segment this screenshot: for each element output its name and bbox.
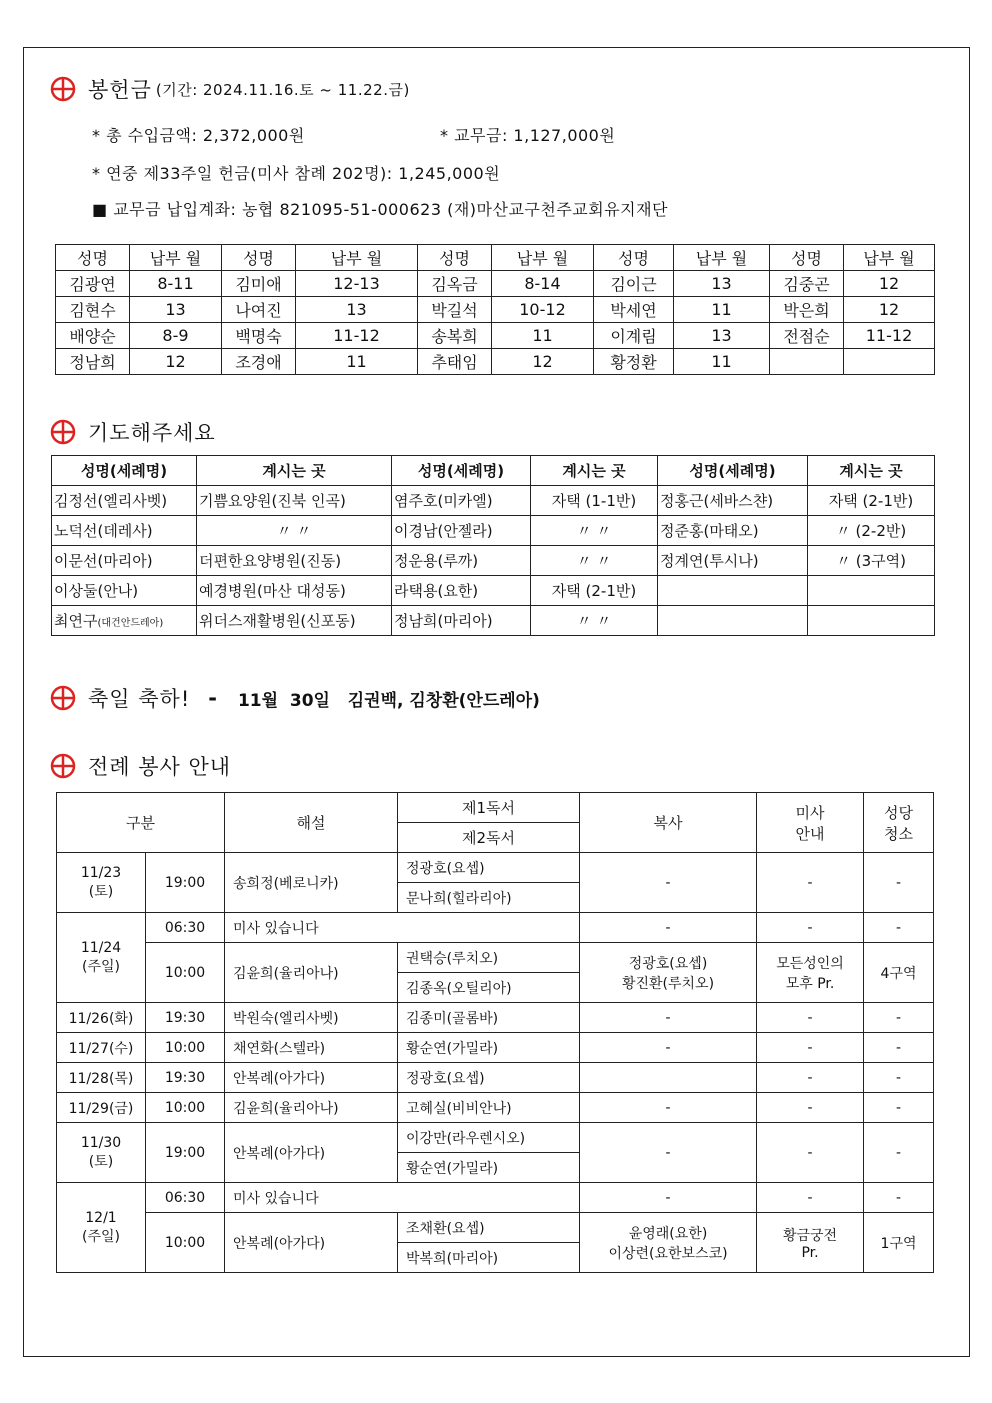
server-cell: -: [580, 1003, 757, 1033]
commentary-cell: 안복례(아가다): [225, 1213, 398, 1273]
header-cell: 성명: [594, 245, 674, 271]
table-cell: 〃 〃: [197, 516, 392, 546]
clean-cell: -: [864, 913, 934, 943]
prayer-name-baptismal: (대건안드레아): [97, 618, 164, 629]
commentary-cell: 김윤희(율리아나): [225, 1093, 398, 1123]
header-cell: 계시는 곳: [531, 456, 658, 486]
header-reader1: 제1독서: [398, 793, 580, 823]
table-cell: 이경남(안젤라): [392, 516, 531, 546]
clean-cell: 1구역: [864, 1213, 934, 1273]
table-cell: 정준홍(마태오): [658, 516, 808, 546]
table-row: [57, 943, 934, 973]
reader-cell: 고혜실(비비안나): [398, 1093, 580, 1123]
guide-cell: -: [757, 1033, 864, 1063]
server-cell: [580, 1213, 757, 1273]
date-cell: 11/27(수): [57, 1033, 146, 1063]
table-cell: 이상둘(안나): [52, 576, 197, 606]
table-row: [56, 323, 935, 349]
table-row: [57, 1183, 934, 1213]
header-mass-guide: [757, 793, 864, 853]
guide-cell: -: [757, 853, 864, 913]
table-cell: [658, 606, 808, 636]
time-cell: 19:30: [146, 1003, 225, 1033]
commentary-cell: 채연화(스텔라): [225, 1033, 398, 1063]
guide-line2: Pr.: [801, 1244, 819, 1261]
guide-cell: -: [757, 1003, 864, 1033]
server-cell: -: [580, 1093, 757, 1123]
table-cell: 8-9: [130, 323, 222, 349]
table-row: [56, 349, 935, 375]
table-cell: 13: [674, 323, 770, 349]
table-cell: 황정환: [594, 349, 674, 375]
date-label: 12/1: [85, 1209, 117, 1226]
table-cell: 예경병원(마산 대성동): [197, 576, 392, 606]
table-cell: 김이근: [594, 271, 674, 297]
prayer-section-header: [50, 417, 216, 447]
table-row: [52, 516, 935, 546]
time-cell: 19:30: [146, 1063, 225, 1093]
table-cell: 조경애: [222, 349, 296, 375]
time-cell: 10:00: [146, 1033, 225, 1063]
header-division: 구분: [57, 793, 225, 853]
prayer-name-main: 최연구: [54, 612, 98, 630]
table-cell: 정남희: [56, 349, 130, 375]
server-cell: -: [580, 853, 757, 913]
table-cell: 11: [674, 349, 770, 375]
header-cell: 계시는 곳: [197, 456, 392, 486]
feast-dash: -: [208, 686, 218, 710]
table-row: [52, 576, 935, 606]
date-label: 11/30: [80, 1134, 122, 1151]
table-cell: [808, 576, 935, 606]
reader1-cell: 정광호(요셉): [398, 853, 580, 883]
reader-cell: 황순연(가밀라): [398, 1033, 580, 1063]
header-cell: 성명(세례명): [392, 456, 531, 486]
server-cell: -: [580, 913, 757, 943]
clean-cell: -: [864, 1093, 934, 1123]
header-cell: 성명: [418, 245, 492, 271]
table-cell: [52, 606, 197, 636]
table-cell: [770, 349, 844, 375]
server-cell: [580, 943, 757, 1003]
table-cell: 자택 (2-1반): [531, 576, 658, 606]
table-row: [52, 486, 935, 516]
guide-line1: 모든성인의: [776, 955, 844, 972]
table-cell: [808, 606, 935, 636]
table-row: [56, 271, 935, 297]
table-cell: 12: [844, 297, 935, 323]
clean-cell: 4구역: [864, 943, 934, 1003]
table-cell: 기쁨요양원(진북 인곡): [197, 486, 392, 516]
reader-cell: 김종미(골롬바): [398, 1003, 580, 1033]
cross-circle-icon: [50, 76, 76, 102]
table-cell: 11: [296, 349, 418, 375]
day-label: (주일): [82, 958, 120, 975]
date-cell: 11/26(화): [57, 1003, 146, 1033]
feast-section-header: [50, 683, 540, 713]
diocese-fee: * 교무금: 1,127,000원: [440, 126, 616, 145]
table-cell: 〃 〃: [531, 516, 658, 546]
header-server: 복사: [580, 793, 757, 853]
reader-cell: 정광호(요셉): [398, 1063, 580, 1093]
table-cell: 김정선(엘리사벳): [52, 486, 197, 516]
table-cell: 김중곤: [770, 271, 844, 297]
table-cell: 정남희(마리아): [392, 606, 531, 636]
header-cell: 성명(세례명): [658, 456, 808, 486]
header-cleaning-line1: 성당: [884, 803, 913, 822]
offering-section-header: [50, 74, 410, 104]
header-cell: 납부 월: [844, 245, 935, 271]
sunday-offering: * 연중 제33주일 헌금(미사 참례 202명): 1,245,000원: [92, 164, 501, 183]
server-name: 이상련(요한보스코): [608, 1245, 728, 1262]
table-cell: 13: [674, 271, 770, 297]
guide-cell: -: [757, 1093, 864, 1123]
cross-circle-icon: [50, 419, 76, 445]
table-row: [57, 1033, 934, 1063]
table-row: [57, 1123, 934, 1153]
server-cell: -: [580, 1123, 757, 1183]
reader1-cell: 권택승(루치오): [398, 943, 580, 973]
table-cell: 11-12: [844, 323, 935, 349]
date-cell: 11/29(금): [57, 1093, 146, 1123]
table-cell: 12-13: [296, 271, 418, 297]
day-label: (토): [88, 1153, 114, 1170]
header-cell: 납부 월: [130, 245, 222, 271]
prayer-title: 기도해주세요: [88, 421, 216, 445]
total-income: * 총 수입금액: 2,372,000원: [92, 126, 305, 145]
server-name: 윤영래(요한): [628, 1225, 708, 1242]
table-cell: 8-11: [130, 271, 222, 297]
clean-cell: -: [864, 1003, 934, 1033]
server-cell: -: [580, 1183, 757, 1213]
table-cell: 박길석: [418, 297, 492, 323]
table-row: [57, 1213, 934, 1243]
header-cleaning-line2: 청소: [884, 824, 913, 843]
table-cell: 〃 〃: [531, 546, 658, 576]
time-cell: 10:00: [146, 1213, 225, 1273]
table-cell: 8-14: [492, 271, 594, 297]
time-cell: 19:00: [146, 853, 225, 913]
note-cell: 미사 있습니다: [225, 913, 580, 943]
reader2-cell: 문나희(힐라리아): [398, 883, 580, 913]
offering-table: [55, 244, 935, 375]
header-mass-guide-line1: 미사: [795, 803, 825, 822]
table-cell: 12: [492, 349, 594, 375]
table-cell: 자택 (2-1반): [808, 486, 935, 516]
guide-line1: 황금궁전: [782, 1227, 838, 1244]
table-cell: 11-12: [296, 323, 418, 349]
table-row: [57, 913, 934, 943]
table-cell: 〃 (3구역): [808, 546, 935, 576]
guide-cell: -: [757, 1063, 864, 1093]
table-cell: 정홍근(세바스챤): [658, 486, 808, 516]
table-cell: 12: [844, 271, 935, 297]
table-cell: 이문선(마리아): [52, 546, 197, 576]
guide-cell: [757, 1213, 864, 1273]
header-reader2: 제2독서: [398, 823, 580, 853]
header-cell: 성명: [56, 245, 130, 271]
clean-cell: -: [864, 1033, 934, 1063]
clean-cell: -: [864, 853, 934, 913]
reader1-cell: 조채환(요셉): [398, 1213, 580, 1243]
guide-line2: 모후 Pr.: [785, 975, 835, 992]
table-cell: 송복희: [418, 323, 492, 349]
commentary-cell: 박원숙(엘리사벳): [225, 1003, 398, 1033]
table-cell: [844, 349, 935, 375]
date-cell: 11/28(목): [57, 1063, 146, 1093]
reader2-cell: 박복희(마리아): [398, 1243, 580, 1273]
table-cell: 김광연: [56, 271, 130, 297]
header-cell: 납부 월: [296, 245, 418, 271]
server-cell: [580, 1063, 757, 1093]
server-cell: -: [580, 1033, 757, 1063]
table-row: [57, 1093, 934, 1123]
guide-cell: -: [757, 1183, 864, 1213]
header-cleaning: [864, 793, 934, 853]
table-cell: 라택용(요한): [392, 576, 531, 606]
liturgy-title: 전례 봉사 안내: [88, 755, 232, 779]
clean-cell: -: [864, 1063, 934, 1093]
table-row: [56, 297, 935, 323]
header-commentary: 해설: [225, 793, 398, 853]
cross-circle-icon: [50, 685, 76, 711]
table-cell: 김미애: [222, 271, 296, 297]
table-cell: 13: [130, 297, 222, 323]
header-cell: 성명(세례명): [52, 456, 197, 486]
table-cell: 11: [674, 297, 770, 323]
note-cell: 미사 있습니다: [225, 1183, 580, 1213]
guide-cell: -: [757, 913, 864, 943]
table-cell: 전점순: [770, 323, 844, 349]
feast-content: 11월 30일 김권백, 김창환(안드레아): [237, 690, 540, 711]
table-cell: 염주호(미카엘): [392, 486, 531, 516]
table-cell: 자택 (1-1반): [531, 486, 658, 516]
table-cell: 12: [130, 349, 222, 375]
time-cell: 06:30: [146, 1183, 225, 1213]
commentary-cell: 송희정(베로니카): [225, 853, 398, 913]
table-row: [52, 606, 935, 636]
date-label: 11/24: [80, 939, 122, 956]
table-cell: 11: [492, 323, 594, 349]
date-cell: [57, 1123, 146, 1183]
prayer-header-row: [52, 456, 935, 486]
feast-title: 축일 축하!: [88, 687, 191, 711]
date-cell: [57, 853, 146, 913]
diocese-account: ■ 교무금 납입계좌: 농협 821095-51-000623 (재)마산교구천주교회유지재단: [92, 200, 669, 219]
commentary-cell: 김윤희(율리아나): [225, 943, 398, 1003]
reader2-cell: 황순연(가밀라): [398, 1153, 580, 1183]
server-name: 정광호(요셉): [628, 955, 708, 972]
table-cell: 정계연(투시나): [658, 546, 808, 576]
table-cell: 이계림: [594, 323, 674, 349]
liturgy-section-header: [50, 751, 231, 781]
table-cell: 13: [296, 297, 418, 323]
table-cell: 위더스재활병원(신포동): [197, 606, 392, 636]
table-row: [57, 1063, 934, 1093]
time-cell: 10:00: [146, 943, 225, 1003]
table-cell: 백명숙: [222, 323, 296, 349]
offering-title: 봉헌금: [88, 78, 152, 102]
prayer-table: [51, 455, 935, 636]
day-label: (토): [88, 883, 114, 900]
header-cell: 성명: [222, 245, 296, 271]
time-cell: 19:00: [146, 1123, 225, 1183]
table-cell: 노덕선(데레사): [52, 516, 197, 546]
offering-period: (기간: 2024.11.16.토 ~ 11.22.금): [155, 80, 410, 99]
commentary-cell: 안복례(아가다): [225, 1123, 398, 1183]
day-label: (주일): [82, 1228, 120, 1245]
date-cell: [57, 913, 146, 1003]
clean-cell: -: [864, 1123, 934, 1183]
cross-circle-icon: [50, 753, 76, 779]
date-label: 11/23: [80, 864, 122, 881]
header-cell: 납부 월: [674, 245, 770, 271]
table-cell: [658, 576, 808, 606]
table-cell: 배양순: [56, 323, 130, 349]
header-cell: 성명: [770, 245, 844, 271]
clean-cell: -: [864, 1183, 934, 1213]
table-row: [57, 853, 934, 883]
table-cell: 〃 (2-2반): [808, 516, 935, 546]
table-cell: 김현수: [56, 297, 130, 323]
table-cell: 박세연: [594, 297, 674, 323]
offering-header-row: [56, 245, 935, 271]
table-row: [52, 546, 935, 576]
table-cell: 〃 〃: [531, 606, 658, 636]
reader2-cell: 김종옥(오틸리아): [398, 973, 580, 1003]
guide-cell: -: [757, 1123, 864, 1183]
table-cell: 10-12: [492, 297, 594, 323]
liturgy-header-row: [57, 793, 934, 823]
server-name: 황진환(루치오): [621, 975, 715, 992]
table-cell: 더편한요양병원(진동): [197, 546, 392, 576]
table-cell: 김옥금: [418, 271, 492, 297]
guide-cell: [757, 943, 864, 1003]
table-cell: 정운용(루까): [392, 546, 531, 576]
time-cell: 06:30: [146, 913, 225, 943]
date-cell: [57, 1183, 146, 1273]
header-cell: 납부 월: [492, 245, 594, 271]
liturgy-table: [56, 792, 934, 1273]
table-cell: 나여진: [222, 297, 296, 323]
table-cell: 추태임: [418, 349, 492, 375]
commentary-cell: 안복례(아가다): [225, 1063, 398, 1093]
table-row: [57, 1003, 934, 1033]
header-mass-guide-line2: 안내: [795, 824, 825, 843]
reader1-cell: 이강만(라우렌시오): [398, 1123, 580, 1153]
table-cell: 박은희: [770, 297, 844, 323]
time-cell: 10:00: [146, 1093, 225, 1123]
header-cell: 계시는 곳: [808, 456, 935, 486]
